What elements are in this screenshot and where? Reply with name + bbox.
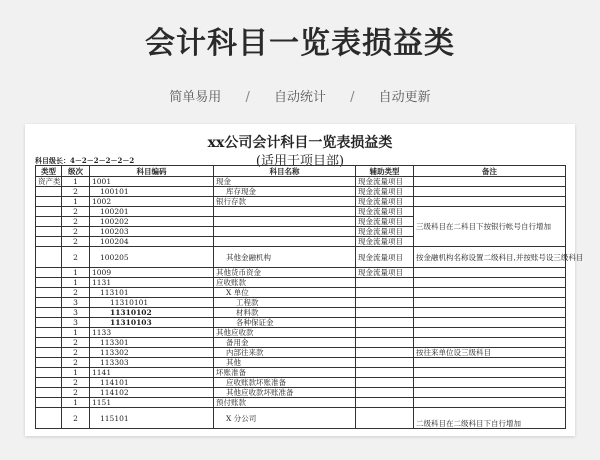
cell-level: 2 [62,227,90,237]
cell-name: X 分公司 [214,408,356,429]
cell-level: 1 [62,268,90,278]
cell-level: 3 [62,318,90,328]
cell-aux [356,348,414,358]
table-row [36,388,566,398]
cell-type [36,328,62,338]
header-aux: 辅助类型 [356,166,414,177]
cell-aux [356,408,414,429]
cell-level: 2 [62,388,90,398]
cell-level: 2 [62,217,90,227]
cell-type [36,368,62,378]
cell-code: 11310102 [90,308,214,318]
cell-code: 1001 [90,177,214,187]
table-row [36,368,566,378]
cell-note: 二级科目在二级科目下自行增加 [414,408,566,429]
account-table [35,165,584,429]
level-length-note: 科目级长：4－2－2－2－2－2 [35,156,135,165]
page-headline: 会计科目一览表损益类 [145,26,455,61]
cell-level: 2 [62,338,90,348]
cell-code: 113101 [90,288,214,298]
table-row [36,398,566,408]
cell-name: 备用金 [214,338,356,348]
cell-level: 2 [62,207,90,217]
cell-note [414,358,566,368]
tag-separator: / [350,90,355,105]
table-row [36,207,566,217]
cell-note [414,388,566,398]
cell-code: 100101 [90,187,214,197]
cell-aux [356,368,414,378]
cell-type [36,237,62,247]
cell-name [214,217,356,227]
cell-name: 应收账款坏账准备 [214,378,356,388]
cell-aux: 现金流量项目 [356,237,414,247]
cell-type [36,197,62,207]
table-row [36,288,566,298]
cell-name: 其他应收款坏账准备 [214,388,356,398]
cell-type [36,298,62,308]
cell-note [414,328,566,338]
cell-note: 按往来单位设三级科目 [414,348,566,358]
cell-name [214,207,356,217]
cell-type [36,408,62,429]
cell-type [36,278,62,288]
cell-name: 其他应收款 [214,328,356,338]
tag-separator: / [245,90,250,105]
cell-code: 100204 [90,237,214,247]
cell-aux [356,308,414,318]
cell-name: 库存现金 [214,187,356,197]
cell-note [414,288,566,298]
cell-name: X 单位 [214,288,356,298]
cell-type [36,358,62,368]
header-type: 类型 [36,166,62,177]
cell-code: 100205 [90,247,214,268]
cell-name: 应收账款 [214,278,356,288]
cell-level: 1 [62,278,90,288]
table-row [36,318,566,328]
cell-code: 1002 [90,197,214,207]
cell-code: 113301 [90,338,214,348]
table-row [36,247,566,268]
cell-aux [356,288,414,298]
cell-type [36,268,62,278]
header-level: 级次 [62,166,90,177]
cell-code: 1009 [90,268,214,278]
cell-note: 按金融机构名称设置二级科目,并按账号设三级科目 [414,247,566,268]
cell-code: 115101 [90,408,214,429]
cell-name: 其他金融机构 [214,247,356,268]
cell-code: 114102 [90,388,214,398]
cell-aux [356,278,414,288]
table-row [36,328,566,338]
cell-note [414,177,566,187]
cell-note [414,318,566,328]
cell-level: 2 [62,288,90,298]
cell-type [36,308,62,318]
cell-type [36,247,62,268]
table-row [36,177,566,187]
cell-aux: 现金流量项目 [356,187,414,197]
cell-aux: 现金流量项目 [356,197,414,207]
cell-type [36,388,62,398]
cell-note [414,308,566,318]
table-row [36,348,566,358]
cell-level: 1 [62,328,90,338]
cell-level: 2 [62,247,90,268]
cell-type [36,187,62,197]
cell-aux [356,318,414,328]
cell-code: 1133 [90,328,214,338]
cell-level: 1 [62,197,90,207]
cell-type [36,288,62,298]
cell-code: 100201 [90,207,214,217]
cell-type [36,348,62,358]
cell-name [214,237,356,247]
cell-type [36,378,62,388]
cell-type [36,207,62,217]
cell-aux [356,388,414,398]
cell-level: 2 [62,348,90,358]
cell-note [414,338,566,348]
cell-level: 2 [62,237,90,247]
cell-name: 材料款 [214,308,356,318]
cell-note: 三级科目在二科目下按银行帐号自行增加 [414,207,566,247]
cell-code: 114101 [90,378,214,388]
cell-aux [356,338,414,348]
cell-level: 2 [62,358,90,368]
cell-aux: 现金流量项目 [356,268,414,278]
tag-auto-stats: 自动统计 [273,90,326,105]
cell-name: 预付账款 [214,398,356,408]
cell-note [414,378,566,388]
cell-name: 工程款 [214,298,356,308]
cell-note [414,398,566,408]
cell-name: 坏账准备 [214,368,356,378]
cell-aux: 现金流量项目 [356,177,414,187]
cell-aux [356,328,414,338]
header-name: 科目名称 [214,166,356,177]
table-row [36,408,566,429]
header-note: 备注 [414,166,566,177]
cell-aux: 现金流量项目 [356,217,414,227]
cell-aux: 现金流量项目 [356,207,414,217]
cell-level: 2 [62,378,90,388]
cell-code: 1151 [90,398,214,408]
cell-level: 2 [62,408,90,429]
cell-level: 1 [62,368,90,378]
sheet-subtitle: (适用于项目部) [255,154,345,169]
cell-aux [356,398,414,408]
cell-name: 其他 [214,358,356,368]
cell-code: 11310101 [90,298,214,308]
cell-name: 内部往来款 [214,348,356,358]
cell-aux [356,358,414,368]
cell-aux [356,378,414,388]
cell-name: 现金 [214,177,356,187]
table-row [36,268,566,278]
cell-name: 银行存款 [214,197,356,207]
table-row [36,187,566,197]
cell-code: 100202 [90,217,214,227]
cell-note [414,278,566,288]
cell-level: 3 [62,308,90,318]
cell-code: 1141 [90,368,214,378]
cell-note [414,268,566,278]
cell-type [36,217,62,227]
cell-level: 3 [62,298,90,308]
table-row [36,378,566,388]
cell-aux: 现金流量项目 [356,227,414,237]
cell-level: 2 [62,187,90,197]
cell-type [36,398,62,408]
cell-level: 1 [62,177,90,187]
cell-aux [356,298,414,308]
cell-name: 各种保证金 [214,318,356,328]
cell-note [414,368,566,378]
tagline [0,86,600,105]
cell-code: 100203 [90,227,214,237]
sheet-title: xx公司会计科目一览表损益类 [207,135,393,151]
table-row [36,278,566,288]
cell-aux: 现金流量项目 [356,247,414,268]
cell-type: 资产类 [36,177,62,187]
cell-name: 其他货币资金 [214,268,356,278]
table-header-row [36,166,566,177]
cell-code: 113302 [90,348,214,358]
cell-code: 1131 [90,278,214,288]
table-row [36,358,566,368]
cell-level: 1 [62,398,90,408]
tag-auto-update: 自动更新 [378,90,431,105]
cell-code: 11310103 [90,318,214,328]
cell-note [414,197,566,207]
tag-easy: 简单易用 [169,90,222,105]
table-row [36,197,566,207]
cell-type [36,227,62,237]
cell-type [36,318,62,328]
cell-note [414,298,566,308]
cell-name [214,227,356,237]
table-row [36,338,566,348]
header-code: 科目编码 [90,166,214,177]
spreadsheet-preview [25,124,584,436]
cell-code: 113303 [90,358,214,368]
cell-type [36,338,62,348]
table-row [36,298,566,308]
cell-note [414,187,566,197]
table-row [36,308,566,318]
